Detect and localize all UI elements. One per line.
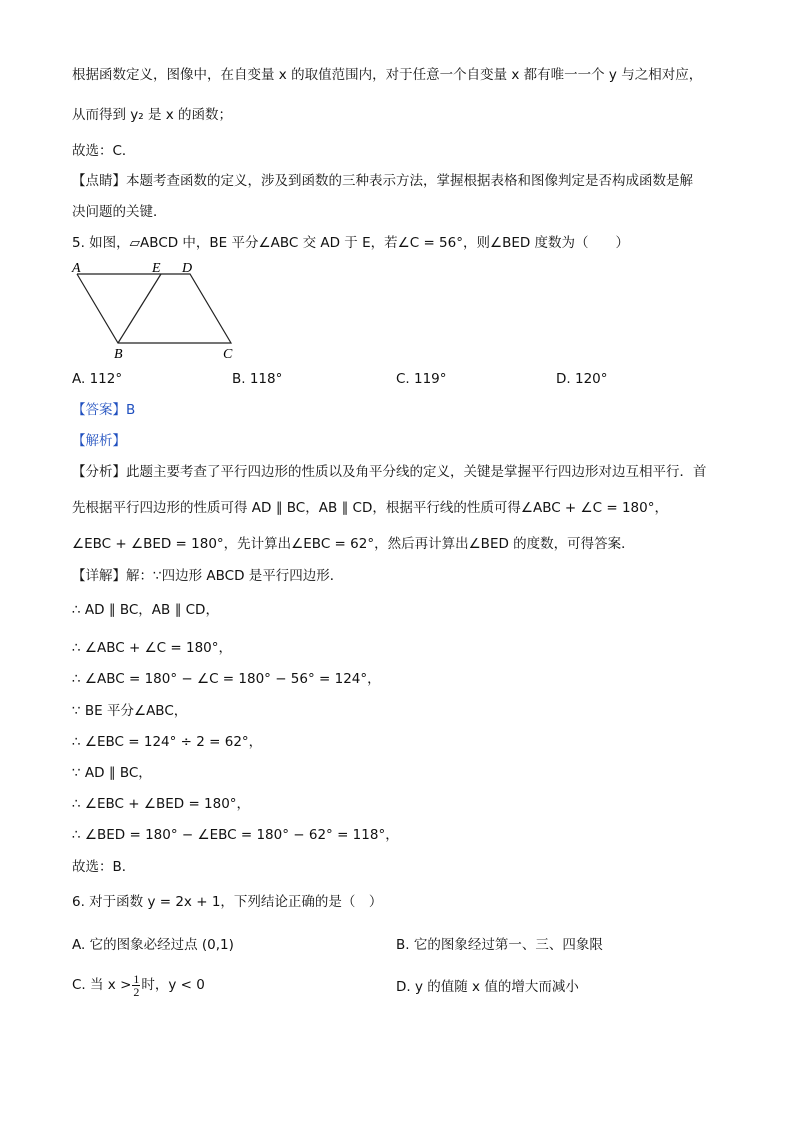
detail-line: 故选：B． <box>72 859 136 875</box>
vertex-label-e: E <box>152 261 161 276</box>
option-b[interactable]: B. 它的图象经过第一、三、四象限 <box>396 937 603 953</box>
question-stem: 6. 对于函数 y = 2x + 1，下列结论正确的是（ ） <box>72 894 383 910</box>
detail-line: ∴ ∠BED = 180° − ∠EBC = 180° − 62° = 118°， <box>72 827 399 843</box>
option-c[interactable]: C. 119° <box>396 371 447 387</box>
detail-line: ∴ ∠EBC + ∠BED = 180°， <box>72 796 251 812</box>
vertex-label-c: C <box>223 347 233 362</box>
answer-line <box>72 401 135 419</box>
section-tag: 【分析】 <box>72 464 126 480</box>
vertex-label-d: D <box>182 261 193 276</box>
vertex-label-b: B <box>114 347 123 362</box>
detail-line: ∴ ∠EBC = 124° ÷ 2 = 62°， <box>72 734 263 750</box>
detail-line: ∵ AD ∥ BC， <box>72 765 152 781</box>
text-line: 根据函数定义，图像中，在自变量 x 的取值范围内，对于任意一个自变量 x 都有唯一一个 y 与之相对应， <box>72 67 703 83</box>
section-tag: 【详解】 <box>72 568 126 584</box>
text-line: 故选：C． <box>72 143 136 159</box>
text-line: 决问题的关键． <box>72 204 167 220</box>
option-c[interactable]: C. 当 x > $\frac{1}{2}$ 时，y < 0 <box>72 971 205 999</box>
option-a[interactable]: A. 112° <box>72 371 123 387</box>
fraction-one-half: $\frac{1}{2}$ <box>133 971 140 999</box>
vertex-label-a: A <box>72 261 81 276</box>
detail-line: 【详解】解：∵四边形 ABCD 是平行四边形． <box>72 568 344 584</box>
text-line: 【点睛】本题考查函数的定义，涉及到函数的三种表示方法，掌握根据表格和图像判定是否构成函数是解 <box>72 173 693 189</box>
analysis-line: 先根据平行四边形的性质可得 AD ∥ BC，AB ∥ CD，根据平行线的性质可得∠ABC + ∠C = 180°， <box>72 500 668 516</box>
option-d[interactable]: D. 120° <box>556 371 608 387</box>
question-stem: 5. 如图，▱ABCD 中，BE 平分∠ABC 交 AD 于 E，若∠C = 56°，则∠BED 度数为（ ） <box>72 235 630 251</box>
analysis-tag: 【解析】 <box>72 433 126 449</box>
detail-line: ∴ ∠ABC = 180° − ∠C = 180° − 56° = 124°， <box>72 671 381 687</box>
text-line: 从而得到 y₂ 是 x 的函数； <box>72 107 233 123</box>
answer-tag: 【答案】 <box>72 402 126 418</box>
option-d[interactable]: D. y 的值随 x 值的增大而减小 <box>396 979 579 995</box>
section-tag: 【点睛】 <box>72 173 126 189</box>
detail-line: ∴ AD ∥ BC，AB ∥ CD， <box>72 602 219 618</box>
answer-value: B <box>126 402 136 418</box>
analysis-line: 【分析】此题主要考查了平行四边形的性质以及角平分线的定义，关键是掌握平行四边形对边互相平行．首 <box>72 464 707 480</box>
detail-line: ∵ BE 平分∠ABC， <box>72 703 188 719</box>
option-a[interactable]: A. 它的图象必经过点 (0,1) <box>72 937 234 953</box>
analysis-line: ∠EBC + ∠BED = 180°，先计算出∠EBC = 62°，然后再计算出∠BED 的度数，可得答案． <box>72 536 635 552</box>
parallelogram-figure <box>66 258 246 362</box>
option-b[interactable]: B. 118° <box>232 371 283 387</box>
detail-line: ∴ ∠ABC + ∠C = 180°， <box>72 640 233 656</box>
